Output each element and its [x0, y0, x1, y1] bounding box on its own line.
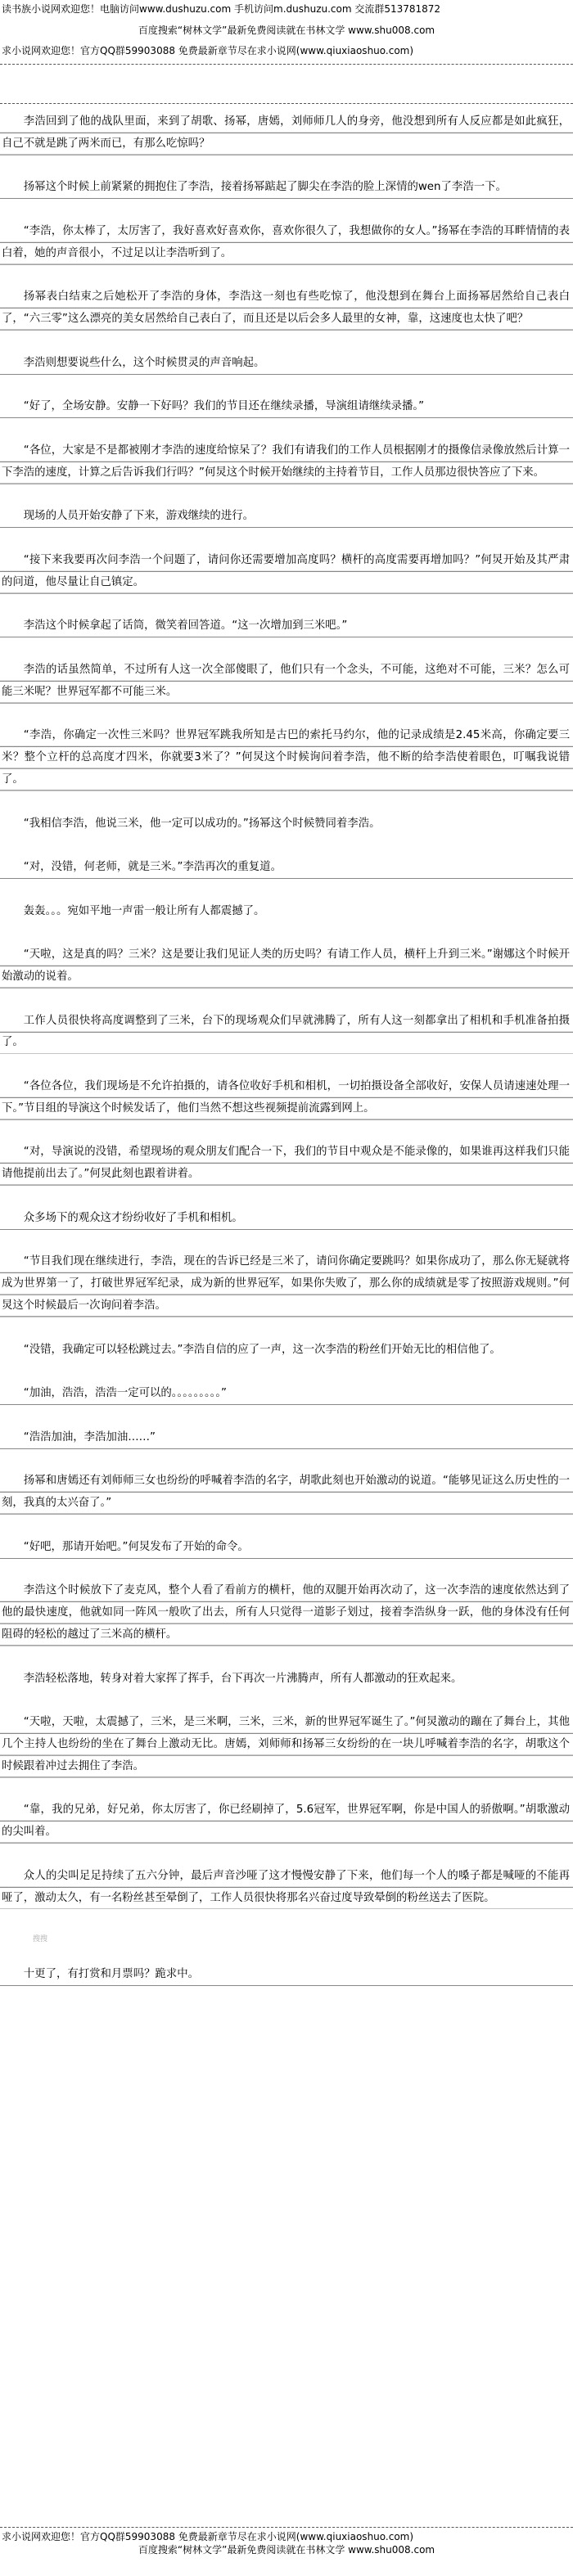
paragraph: “好了，全场安静。安静一下好吗？我们的节目还在继续录播，导演组请继续录播。” [0, 396, 573, 418]
paragraph: “浩浩加油，李浩加油……” [0, 1427, 573, 1449]
paragraph: “李浩，你太棒了，太厉害了，我好喜欢好喜欢你，喜欢你很久了，我想做你的女人。”扬幂在李浩的耳畔情情的表白着，她的声音很小，不过足以让李浩听到了。 [0, 221, 573, 265]
paragraph: 李浩这个时候放下了麦克风，整个人看了看前方的横杆，他的双腿开始再次动了，这一次李浩的速度依然达到了他的最快速度，他就如同一阵风一般吹了出去，所有人只觉得一道影子划过，接着李浩纵身一跃，他的身体没有任何阻碍的轻松的越过了三米高的横杆。 [0, 1580, 573, 1646]
paragraph: “李浩，你确定一次性三米吗？世界冠军跳我所知是古巴的索托马约尔，他的记录成绩是2.45米高，你确定要三米？整个立杆的总高度才四米，你就要3米了？”何炅这个时候询问着李浩，他不断的给李浩使着眼色，叮嘱我说错了。 [0, 725, 573, 790]
page-footer [0, 2530, 573, 2556]
paragraph: 扬幂这个时候上前紧紧的拥抱住了李浩，接着扬幂踮起了脚尖在李浩的脸上深情的wen了李浩一下。 [0, 177, 573, 199]
paragraph: 李浩轻松落地，转身对着大家挥了挥手，台下再次一片沸腾声，所有人都激动的狂欢起来。 [0, 1669, 573, 1691]
watermark-text: 搜搜 [33, 1935, 48, 1944]
paragraph: “各位，大家是不是都被刚才李浩的速度给惊呆了？我们有请我们的工作人员根据刚才的摄像信录像放然后计算一下李浩的速度，计算之后告诉我们行吗？”何炅这个时候开始继续的主持着节目，工作人员那边很快答应了下来。 [0, 440, 573, 484]
chapter-body [0, 111, 573, 2008]
paragraph: 现场的人员开始安静了下来，游戏继续的进行。 [0, 506, 573, 528]
paragraph: “对，导演说的没错，希望现场的观众朋友们配合一下，我们的节目中观众是不能录像的，如果谁再这样我们只能请他提前出去了。”何炅此刻也跟着讲着。 [0, 1142, 573, 1186]
paragraph: “加油，浩浩，浩浩一定可以的。。。。。。。。。” [0, 1383, 573, 1405]
paragraph: “各位各位，我们现场是不允许拍摄的，请各位收好手机和相机，一切拍摄设备全部收好，安保人员请速速处理一下。”节目组的导演这个时候发话了，他们当然不想这些视频提前流露到网上。 [0, 1076, 573, 1120]
closing-line: 十更了，有打赏和月票吗？跪求中。 [0, 1964, 573, 1986]
footer-line-shulin: 百度搜索“树林文学”最新免费阅读就在书林文学 www.shu008.com [138, 2544, 435, 2556]
paragraph: “没错，我确定可以轻松跳过去。”李浩自信的应了一声，这一次李浩的粉丝们开始无比的相信他了。 [0, 1340, 573, 1362]
paragraph: 轰轰。。。宛如平地一声雷一般让所有人都震撼了。 [0, 901, 573, 923]
paragraph: “接下来我要再次问李浩一个问题了，请问你还需要增加高度吗？横杆的高度需要再增加吗？”何炅开始及其严肃的问道，他尽量让自己镇定。 [0, 550, 573, 594]
paragraph: 工作人员很快将高度调整到了三米，台下的现场观众们早就沸腾了，所有人这一刻都拿出了相机和手机准备拍摄了。 [0, 1011, 573, 1055]
page-header [0, 0, 573, 57]
footer-line-qiuxiaoshuo: 求小说网欢迎您！官方QQ群59903088 免费最新章节尽在求小说网(www.qiuxiaoshuo.com) [2, 2531, 414, 2542]
paragraph: 李浩则想要说些什么，这个时候贯灵的声音响起。 [0, 353, 573, 375]
header-divider [0, 64, 573, 65]
header-line-shulin: 百度搜索“树林文学”最新免费阅读就在书林文学 www.shu008.com [138, 25, 435, 36]
paragraph: “对，没错，何老师，就是三米。”李浩再次的重复道。 [0, 857, 573, 879]
footer-divider [0, 2527, 573, 2528]
paragraph: 李浩这个时候拿起了话筒，微笑着回答道。“这一次增加到三米吧。” [0, 615, 573, 637]
paragraph: “天啦，这是真的吗？三米？这是要让我们见证人类的历史吗？有请工作人员，横杆上升到三米。”谢娜这个时候开始激动的说着。 [0, 944, 573, 989]
paragraph: 众人的尖叫足足持续了五六分钟，最后声音沙哑了这才慢慢安静了下来，他们每一个人的嗓子都是喊哑的不能再哑了，激动太久，有一名粉丝甚至晕倒了，工作人员很快将那名兴奋过度导致晕倒的粉丝送去了医院。 [0, 1866, 573, 1910]
header-divider-2 [0, 103, 573, 104]
paragraph: “靠，我的兄弟，好兄弟，你太厉害了，你已经刷掉了，5.6冠军，世界冠军啊，你是中国人的骄傲啊。”胡歌激动的尖叫着。 [0, 1799, 573, 1844]
paragraph: “好吧，那请开始吧。”何炅发布了开始的命令。 [0, 1537, 573, 1559]
paragraph: 李浩的话虽然简单，不过所有人这一次全部傻眼了，他们只有一个念头，不可能，这绝对不可能，三米？怎么可能三米呢？世界冠军都不可能三米。 [0, 660, 573, 704]
paragraph: “天啦，天啦，太震撼了，三米，是三米啊，三米，三米，新的世界冠军诞生了。”何炅激动的蹦在了舞台上，其他几个主持人也纷纷的坐在了舞台上激动无比。唐嫣，刘师师和扬幂三女纷纷的在一块儿呼喊着李浩的名字，胡歌这个时候跟着冲过去拥住了李浩。 [0, 1712, 573, 1777]
paragraph: 李浩回到了他的战队里面，来到了胡歌、扬幂，唐嫣，刘师师几人的身旁，他没想到所有人反应都是如此疯狂，自己不就是跳了两米而已，有那么吃惊吗？ [0, 111, 573, 155]
paragraph: 扬幂表白结束之后她松开了李浩的身体，李浩这一刻也有些吃惊了，他没想到在舞台上面扬幂居然给自己表白了，“六三零”这么漂亮的美女居然给自己表白了，而且还是以后会多人最里的女神，靠，这速度也太快了吧？ [0, 286, 573, 331]
paragraph: “我相信李浩，他说三米，他一定可以成功的。”扬幂这个时候赞同着李浩。 [0, 813, 573, 835]
paragraph: “节目我们现在继续进行，李浩，现在的告诉已经是三米了，请问你确定要跳吗？如果你成功了，那么你无疑就将成为世界第一了，打破世界冠军纪录，成为新的世界冠军，如果你失败了，那么你的成绩就是零了按照游戏规则。”何炅这个时候最后一次询问着李浩。 [0, 1251, 573, 1317]
paragraph: 扬幂和唐嫣还有刘师师三女也纷纷的呼喊着李浩的名字，胡歌此刻也开始激动的说道。“能够见证这么历史性的一刻，我真的太兴奋了。” [0, 1470, 573, 1515]
header-line-dushuzu: 读书族小说网欢迎您！电脑访问www.dushuzu.com 手机访问m.dushuzu.com 交流群513781872 [2, 3, 441, 15]
header-line-qiuxiaoshuo: 求小说网欢迎您！官方QQ群59903088 免费最新章节尽在求小说网(www.qiuxiaoshuo.com) [2, 45, 414, 56]
paragraph: 众多场下的观众这才纷纷收好了手机和相机。 [0, 1208, 573, 1230]
